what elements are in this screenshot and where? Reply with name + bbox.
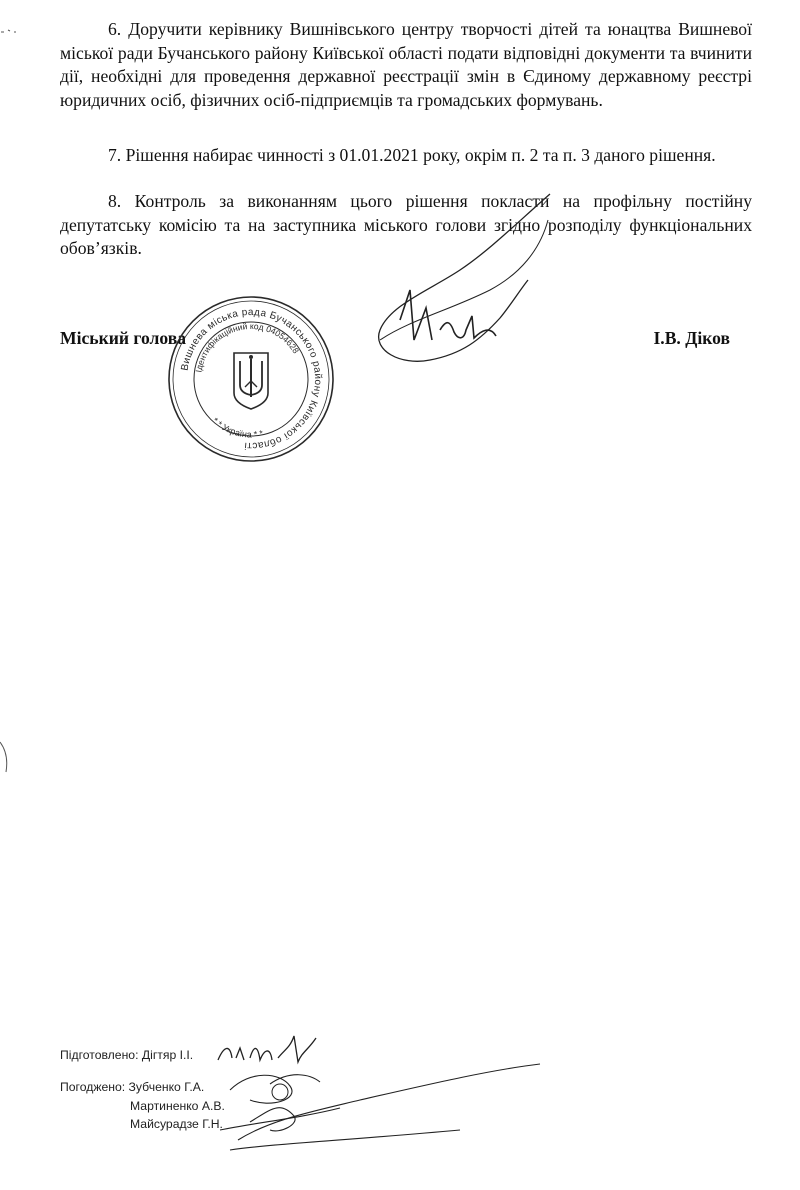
mayor-signature: [370, 190, 570, 390]
trident-emblem-icon: [234, 353, 268, 409]
stamp-outer-text: Вишнева міська рада Бучанського району Київської області: [179, 306, 324, 452]
agreed-by-1: Погоджено: Зубченко Г.А.: [60, 1080, 205, 1094]
signatory-title: Міський голова: [60, 328, 187, 348]
paragraph-6: [60, 18, 752, 112]
signatory-name: І.В. Діков: [653, 328, 730, 348]
official-stamp: [166, 294, 336, 464]
prepared-by: Підготовлено: Дігтяр І.І.: [60, 1048, 194, 1062]
stamp-bottom-text: * * Україна * *: [210, 415, 264, 440]
paragraph-7-text: 7. Рішення набирає чинності з 01.01.2021 року, окрім п. 2 та п. 3 даного рішення.: [108, 145, 716, 165]
paragraph-6-text: 6. Доручити керівнику Вишнівського центру творчості дітей та юнацтва Вишневої міської ради Бучанського району Київської області подати відповідні документи та вчинити дії, необхідні для проведення державної реєстрації змін в Єдиному державному реєстрі юридичних осіб, фізичних осіб-підприємців та громадських формувань.: [60, 19, 752, 110]
stamp-inner-text: Ідентифікаційний код 04054628: [193, 320, 302, 374]
paragraph-8-text: 8. Контроль за виконанням цього рішення покласти на профільну постійну депутатську комісію та на заступника міського голови згідно розподілу функціональних обов’язків.: [60, 191, 752, 258]
scan-edge-mark: [0, 26, 20, 38]
paragraph-7: [60, 144, 752, 168]
agreed-by-2: Мартиненко А.В.: [130, 1099, 225, 1113]
agreed-by-3: Майсурадзе Г.Н.: [130, 1117, 223, 1131]
approval-signatures: [210, 1060, 550, 1160]
scan-edge-mark-2: [0, 740, 12, 780]
svg-text:* * Україна * *: [210, 416, 264, 440]
